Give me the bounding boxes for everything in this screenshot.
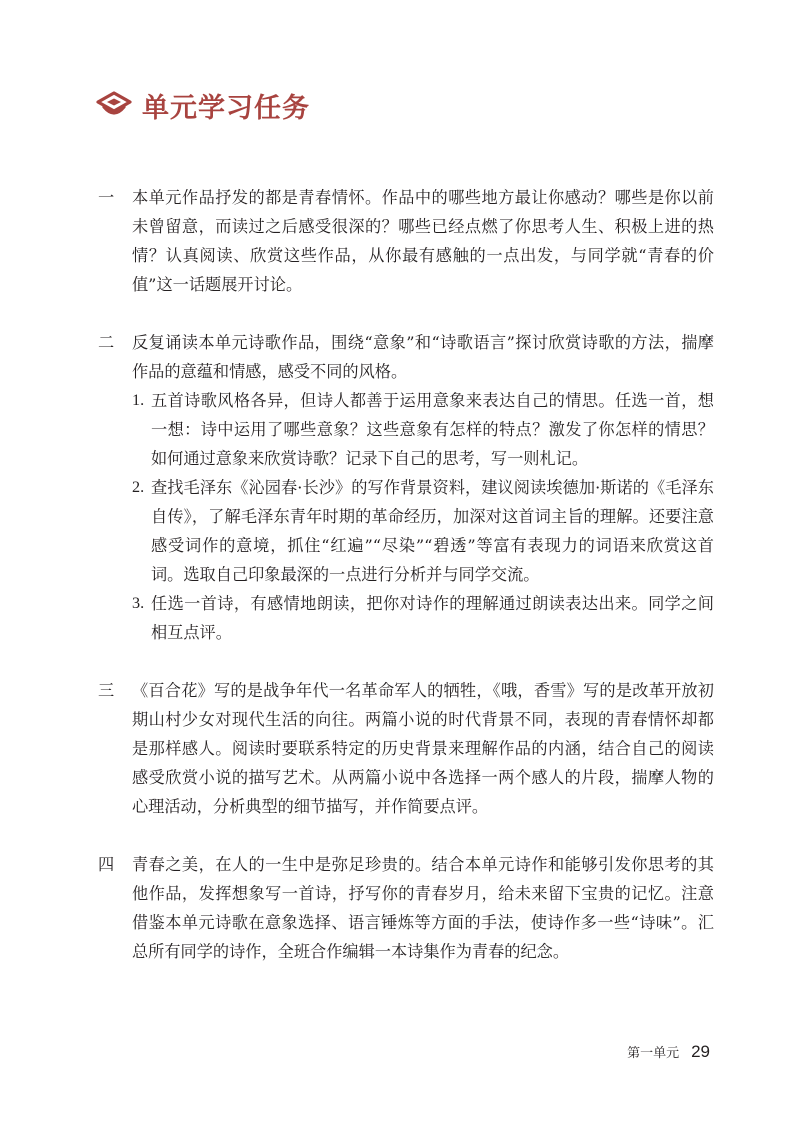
page-title: 单元学习任务: [142, 93, 310, 124]
subtask-number: 1.: [132, 391, 145, 409]
subtask-item-1: [132, 386, 714, 473]
graduation-cap-icon: [96, 90, 132, 122]
subtask-text: 五首诗歌风格各异，但诗人都善于运用意象来表达自己的情思。任选一首，想一想：诗中运用了哪些意象？这些意象有怎样的特点？激发了你怎样的情思？如何通过意象来欣赏诗歌？记录下自己的思考，写一则札记。: [151, 391, 714, 468]
page-footer: [627, 1042, 710, 1062]
subtask-number: 3.: [132, 594, 145, 612]
task-item-3: [98, 676, 714, 821]
task-item-2: [98, 328, 714, 647]
subtask-item-3: [132, 589, 714, 647]
page-number: 29: [691, 1042, 710, 1061]
subtask-item-2: [132, 473, 714, 589]
subtask-text: 查找毛泽东《沁园春·长沙》的写作背景资料，建议阅读埃德加·斯诺的《毛泽东自传》，了解毛泽东青年时期的革命经历，加深对这首词主旨的理解。还要注意感受词作的意境，抓住“红遍”“尽染”“碧透”等富有表现力的词语来欣赏这首词。选取自己印象最深的一点进行分析并与同学交流。: [151, 478, 714, 584]
task-item-4: [98, 850, 714, 966]
task-number: 三: [98, 681, 115, 700]
task-list: [98, 183, 714, 995]
subtask-text: 任选一首诗，有感情地朗读，把你对诗作的理解通过朗读表达出来。同学之间相互点评。: [151, 594, 714, 642]
unit-label: 第一单元: [627, 1046, 680, 1061]
task-number: 四: [98, 855, 115, 874]
task-text: 反复诵读本单元诗歌作品，围绕“意象”和“诗歌语言”探讨欣赏诗歌的方法，揣摩作品的意蕴和情感，感受不同的风格。: [132, 333, 714, 381]
task-number: 一: [98, 188, 115, 207]
task-text: 本单元作品抒发的都是青春情怀。作品中的哪些地方最让你感动？哪些是你以前未曾留意，而读过之后感受很深的？哪些已经点燃了你思考人生、积极上进的热情？认真阅读、欣赏这些作品，从你最有感触的一点出发，与同学就“青春的价值”这一话题展开讨论。: [132, 188, 714, 294]
section-header: [96, 86, 310, 125]
task-text: 青春之美，在人的一生中是弥足珍贵的。结合本单元诗作和能够引发你思考的其他作品，发挥想象写一首诗，抒写你的青春岁月，给未来留下宝贵的记忆。注意借鉴本单元诗歌在意象选择、语言锤炼等方面的手法，使诗作多一些“诗味”。汇总所有同学的诗作，全班合作编辑一本诗集作为青春的纪念。: [132, 855, 714, 961]
subtask-number: 2.: [132, 478, 145, 496]
task-text: 《百合花》写的是战争年代一名革命军人的牺牲，《哦，香雪》写的是改革开放初期山村少女对现代生活的向往。两篇小说的时代背景不同，表现的青春情怀却都是那样感人。阅读时要联系特定的历史背景来理解作品的内涵，结合自己的阅读感受欣赏小说的描写艺术。从两篇小说中各选择一两个感人的片段，揣摩人物的心理活动，分析典型的细节描写，并作简要点评。: [132, 681, 714, 816]
task-number: 二: [98, 333, 115, 352]
task-item-1: [98, 183, 714, 299]
